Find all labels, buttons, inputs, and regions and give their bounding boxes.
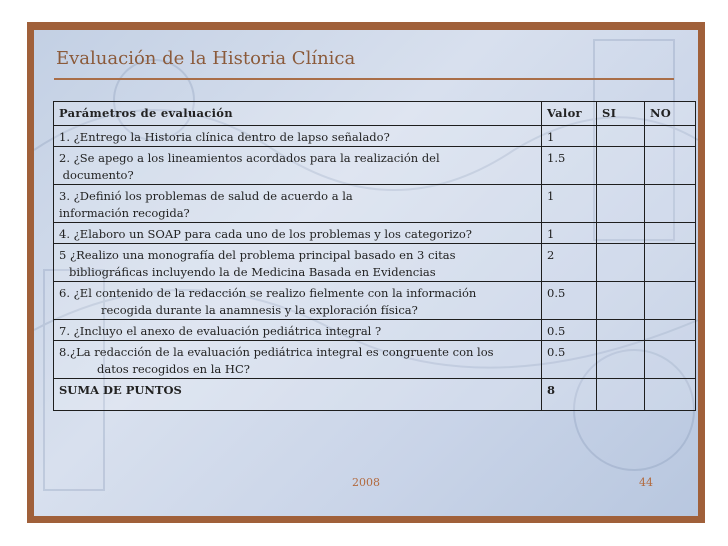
param-text: 1. ¿Entrego la Historia clínica dentro de lapso señalado? (59, 130, 390, 144)
row-valor: 2 (542, 244, 597, 282)
row-si-cell (597, 341, 645, 379)
row-param (54, 147, 542, 185)
param-text-cont: datos recogidos en la HC? (97, 362, 250, 376)
sum-label: SUMA DE PUNTOS (54, 379, 542, 411)
table-row (54, 341, 696, 379)
row-param (54, 126, 542, 147)
header-param: Parámetros de evaluación (54, 102, 542, 126)
param-text: 4. ¿Elaboro un SOAP para cada uno de los problemas y los categorizo? (59, 227, 472, 241)
header-valor: Valor (542, 102, 597, 126)
table-row (54, 185, 696, 223)
param-text: 5 ¿Realizo una monografía del problema principal basado en 3 citas (59, 248, 456, 262)
param-text-cont: recogida durante la anamnesis y la exploración física? (101, 303, 418, 317)
param-text: 7. ¿Incluyo el anexo de evaluación pediátrica integral ? (59, 324, 382, 338)
header-no: NO (645, 102, 696, 126)
footer-year: 2008 (352, 476, 380, 489)
table-row (54, 223, 696, 244)
sum-no-cell (645, 379, 696, 411)
title-divider (54, 78, 674, 80)
row-si-cell (597, 244, 645, 282)
table-row (54, 244, 696, 282)
table-row (54, 320, 696, 341)
row-si-cell (597, 223, 645, 244)
row-param (54, 223, 542, 244)
sum-row (54, 379, 696, 411)
row-valor: 0.5 (542, 341, 597, 379)
row-si-cell (597, 282, 645, 320)
param-text: 3. ¿Definió los problemas de salud de acuerdo a la (59, 189, 353, 203)
row-no-cell (645, 282, 696, 320)
row-valor: 0.5 (542, 320, 597, 341)
slide (34, 30, 698, 516)
row-valor: 1 (542, 185, 597, 223)
row-si-cell (597, 147, 645, 185)
row-si-cell (597, 320, 645, 341)
row-param (54, 244, 542, 282)
param-text-cont: información recogida? (59, 206, 190, 220)
header-si: SI (597, 102, 645, 126)
row-si-cell (597, 126, 645, 147)
table-row (54, 126, 696, 147)
row-param (54, 320, 542, 341)
row-no-cell (645, 244, 696, 282)
param-text-cont: documento? (59, 168, 134, 182)
sum-valor: 8 (542, 379, 597, 411)
row-param (54, 341, 542, 379)
row-valor: 0.5 (542, 282, 597, 320)
row-no-cell (645, 320, 696, 341)
table-row (54, 147, 696, 185)
row-no-cell (645, 185, 696, 223)
row-si-cell (597, 185, 645, 223)
slide-title: Evaluación de la Historia Clínica (56, 48, 356, 69)
row-param (54, 282, 542, 320)
row-valor: 1 (542, 223, 597, 244)
param-text: 2. ¿Se apego a los lineamientos acordados para la realización del (59, 151, 440, 165)
row-no-cell (645, 223, 696, 244)
row-no-cell (645, 147, 696, 185)
table-row (54, 282, 696, 320)
row-no-cell (645, 341, 696, 379)
evaluation-table (53, 101, 696, 411)
param-text: 8.¿La redacción de la evaluación pediátrica integral es congruente con los (59, 345, 494, 359)
param-text: 6. ¿El contenido de la redacción se realizo fielmente con la información (59, 286, 477, 300)
row-no-cell (645, 126, 696, 147)
row-valor: 1 (542, 126, 597, 147)
table-header-row (54, 102, 696, 126)
param-text-cont: bibliográficas incluyendo la de Medicina Basada en Evidencias (69, 265, 436, 279)
row-valor: 1.5 (542, 147, 597, 185)
row-param (54, 185, 542, 223)
page-number: 44 (639, 476, 653, 489)
sum-si-cell (597, 379, 645, 411)
